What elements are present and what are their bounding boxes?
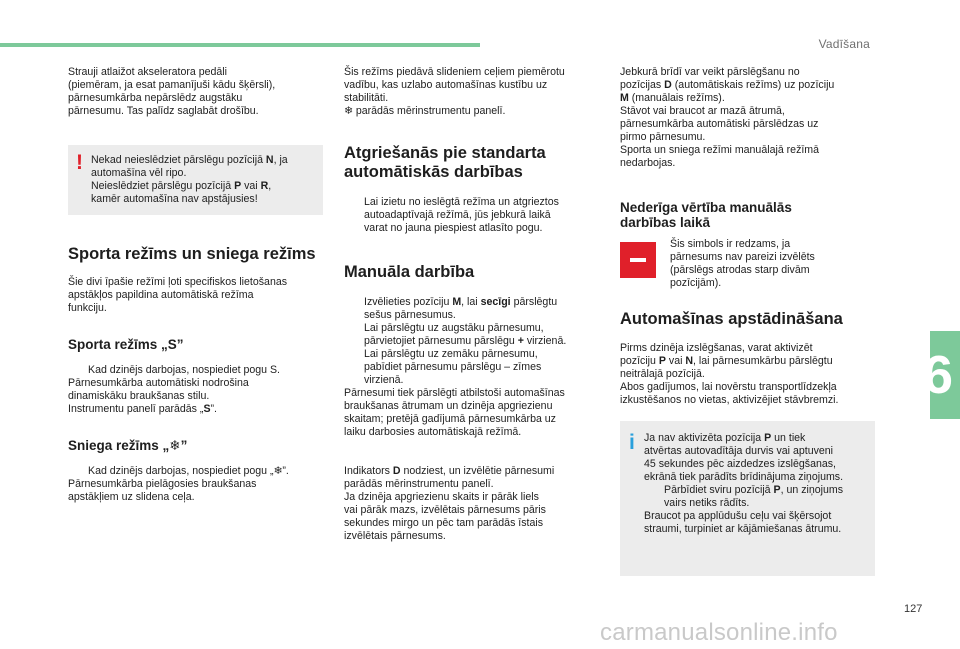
header-accent-bar <box>0 43 480 47</box>
stopping-paragraph: Pirms dzinēja izslēgšanas, varat aktivizēt pozīciju P vai N, lai pārnesumkārbu pārslēgtu neitrālajā pozīcijā. Abos gadījumos, lai novērstu transportlīdzekļa izkustēšanos no vietas, aktivizējiet stāvbremzi. <box>620 342 839 406</box>
info-end-text: Braucot pa applūdušu ceļu vai šķērsojot straumi, turpiniet ar kājāmiešanas ātrumu. <box>644 510 842 535</box>
snow-paragraph: Pārnesumkārba pielāgosies braukšanas apstākļiem uz slidena ceļa. <box>68 478 257 503</box>
invalid-value-text: Šis simbols ir redzams, ja pārnesums nav pareizi izvēlēts (pārslēgs atrodas starp divām pozīcijām). <box>670 238 815 289</box>
heading-stopping: Automašīnas apstādināšana <box>620 310 843 328</box>
info-box <box>620 421 875 576</box>
heading-return-standard: Atgriešanās pie standarta automātiskās darbības <box>344 144 546 181</box>
sport-paragraph: Pārnesumkārba automātiski nodrošina dinamiskāku braukšanas stilu. Instrumentu panelī parādās „S”. <box>68 377 249 415</box>
manual-bullet-2: Lai pārslēgtu uz augstāku pārnesumu, pārvietojiet pārnesumu pārslēgu + virzienā. <box>364 322 567 347</box>
chapter-tab <box>922 331 960 419</box>
info-icon: i <box>629 431 635 454</box>
invalid-value-block <box>620 238 875 290</box>
warning-box <box>68 145 323 215</box>
warning-icon: ! <box>76 151 83 174</box>
switch-paragraph: Jebkurā brīdī var veikt pārslēgšanu no pozīcijas D (automātiskais režīms) uz pozīciju M (manuālais režīms). Stāvot vai braucot ar mazā ātrumā, pārnesumkārba automātiski pārslēdzas uz pirmo pārnesumu. Sporta un sniega režīmi manuālajā režīmā nedarbojas. <box>620 66 835 169</box>
heading-sport-snow: Sporta režīms un sniega režīms <box>68 245 316 263</box>
manual-bullet-3: Lai pārslēgtu uz zemāku pārnesumu, pabīdiet pārnesumu pārslēgu – zīmes virzienā. <box>364 348 542 386</box>
sport-snow-paragraph: Šie divi īpašie režīmi ļoti specifiskos lietošanas apstākļos papildina automātiskā režīma funkciju. <box>68 276 288 314</box>
heading-manual: Manuāla darbība <box>344 263 475 281</box>
sport-bullet: Kad dzinējs darbojas, nospiediet pogu S. <box>88 364 280 376</box>
column-2 <box>344 66 599 543</box>
return-bullet: Lai izietu no ieslēgtā režīma un atgrieztos autoadaptīvajā režīmā, jūs jebkurā laikā varat no jauna piespiest atlasīto pogu. <box>364 196 559 234</box>
snow-bullet: Kad dzinējs darbojas, nospiediet pogu „❄”. <box>88 465 289 477</box>
section-title: Vadīšana <box>818 37 870 51</box>
info-bullet: Pārbīdiet sviru pozīcijā P, un ziņojums vairs netiks rādīts. <box>664 484 844 509</box>
manual-paragraph: Pārnesumi tiek pārslēgti atbilstoši automašīnas braukšanas ātrumam un dzinēja apgriezienu skaitam; pretējā gadījumā pārnesumkārba uz laiku darbosies automātiskajā režīmā. <box>344 387 565 438</box>
column-1 <box>68 66 323 504</box>
intro-paragraph: Strauji atlaižot akseleratora pedāli (piemēram, ja esat pamanījuši kādu šķērsli), pārnesumkārba nepārslēdz augstāku pārnesumu. Tas palīdz saglabāt drošību. <box>68 66 276 117</box>
watermark: carmanualsonline.info <box>600 619 838 646</box>
snow-mode-paragraph: Šis režīms piedāvā slideniem ceļiem piemērotu vadību, kas uzlabo automašīnas kustību uz stabilitāti. ❄ parādās mērinstrumentu panelī. <box>344 66 565 117</box>
indicator-paragraph: Indikators D nodziest, un izvēlētie pārnesumi parādās mērinstrumentu panelī. Ja dzinēja apgriezienu skaits ir pārāk liels vai pārāk mazs, izvēlētais pārnesums pāris sekundes mirgo un pēc tam parādās īstais izvēlētais pārnesums. <box>344 465 555 542</box>
info-text: Ja nav aktivizēta pozīcija P un tiek atvērtas autovadītāja durvis vai aptuveni 45 sekundes pēc aizdedzes izslēgšanas, ekrānā tiek parādīts brīdinājuma ziņojums. <box>644 432 844 483</box>
heading-invalid-value: Nederīga vērtība manuālās darbības laikā <box>620 200 792 230</box>
heading-snow: Sniega režīms „❄” <box>68 438 188 453</box>
invalid-gear-symbol-icon <box>620 242 656 278</box>
heading-sport: Sporta režīms „S” <box>68 337 184 352</box>
page-number: 127 <box>904 603 923 615</box>
warning-text: Nekad neieslēdziet pārslēgu pozīcijā N, ja automašīna vēl ripo. Neieslēdziet pārslēgu pozīcijā P vai R, kamēr automašīna nav apstājusies! <box>91 154 288 205</box>
column-3 <box>620 66 875 576</box>
manual-bullet-1: Izvēlieties pozīciju M, lai secīgi pārslēgtu sešus pārnesumus. <box>364 296 558 321</box>
chapter-number: 6 <box>922 345 954 405</box>
